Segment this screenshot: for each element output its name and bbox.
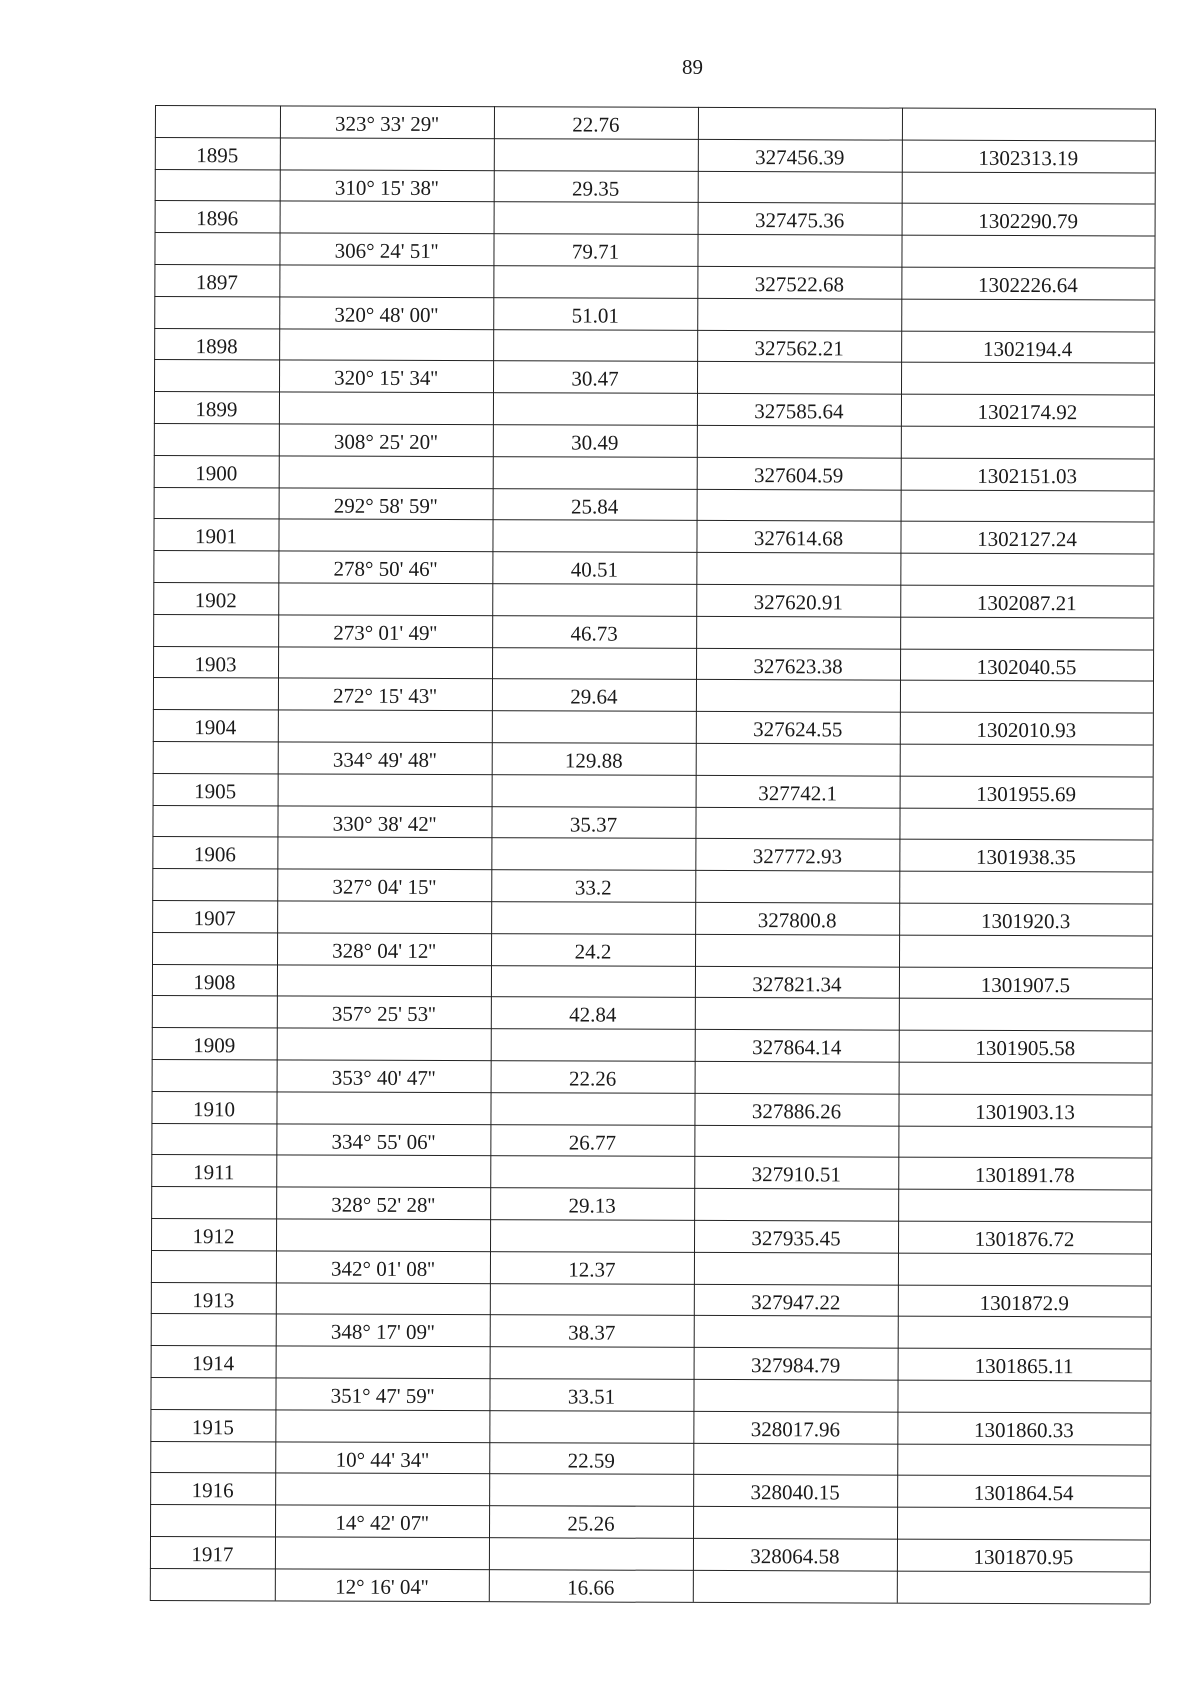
table-cell-bearing: 308° 25' 20''	[333, 429, 438, 454]
table-cell-northing: 327620.91	[753, 590, 843, 615]
table-cell-bearing: 320° 48' 00''	[334, 302, 439, 327]
table-cell-easting: 1302174.92	[977, 400, 1078, 425]
table-cell-point: 1906	[193, 842, 236, 867]
table-cell-northing: 327800.8	[757, 908, 837, 933]
table-cell-northing: 327864.14	[752, 1035, 842, 1060]
table-cell-point: 1902	[194, 588, 237, 613]
table-cell-northing: 327624.55	[753, 717, 843, 742]
table-cell-distance: 46.73	[570, 621, 618, 646]
table-cell-point: 1911	[193, 1160, 235, 1185]
table-cell-northing: 327984.79	[750, 1353, 841, 1378]
table-column-rule	[489, 106, 495, 1601]
table-cell-distance: 25.84	[570, 494, 619, 519]
table-cell-point: 1899	[195, 397, 238, 422]
table-cell-point: 1910	[192, 1096, 236, 1122]
table-cell-bearing: 12° 16' 04''	[335, 1574, 429, 1599]
table-cell-bearing: 327° 04' 15''	[332, 874, 437, 900]
table-cell-easting: 1302194.4	[982, 336, 1073, 361]
table-cell-point: 1904	[194, 715, 237, 740]
table-cell-northing: 328017.96	[750, 1416, 841, 1442]
table-cell-bearing: 334° 49' 48''	[332, 747, 437, 772]
table-cell-northing: 327456.39	[755, 144, 845, 170]
table-cell-easting: 1302087.21	[976, 590, 1077, 616]
table-cell-bearing: 348° 17' 09''	[330, 1320, 435, 1345]
table-cell-easting: 1301864.54	[973, 1481, 1074, 1506]
table-cell-distance: 129.88	[564, 748, 623, 773]
table-cell-point: 1907	[193, 906, 236, 931]
table-cell-bearing: 306° 24' 51''	[334, 238, 439, 264]
table-cell-northing: 327585.64	[754, 399, 844, 424]
table-cell-bearing: 310° 15' 38''	[334, 175, 439, 200]
table-cell-bearing: 14° 42' 07''	[335, 1510, 429, 1536]
table-cell-easting: 1302290.79	[978, 209, 1079, 234]
table-cell-bearing: 353° 40' 47''	[331, 1065, 436, 1090]
table-cell-bearing: 334° 55' 06''	[331, 1129, 436, 1154]
table-cell-easting: 1301938.35	[975, 845, 1076, 870]
table-cell-northing: 327604.59	[754, 462, 844, 488]
table-cell-point: 1895	[196, 142, 239, 168]
table-cell-distance: 33.2	[574, 875, 612, 900]
table-cell-bearing: 357° 25' 53''	[331, 1002, 436, 1027]
table-cell-bearing: 273° 01' 49''	[333, 620, 438, 645]
table-cell-point: 1901	[194, 524, 238, 549]
table-cell-distance: 12.37	[568, 1257, 616, 1282]
table-cell-distance: 33.51	[567, 1384, 616, 1409]
table-cell-bearing: 323° 33' 29''	[335, 111, 439, 136]
table-cell-distance: 16.66	[567, 1575, 615, 1600]
table-cell-easting: 1302151.03	[977, 463, 1078, 489]
table-cell-northing: 327910.51	[751, 1162, 841, 1187]
table-cell-bearing: 328° 52' 28''	[331, 1192, 436, 1218]
table-cell-easting: 1301907.5	[980, 972, 1071, 997]
coordinate-table	[150, 105, 1155, 1603]
table-cell-point: 1917	[191, 1542, 234, 1567]
table-cell-distance: 22.59	[567, 1448, 615, 1473]
table-cell-distance: 40.51	[570, 557, 619, 582]
table-cell-point: 1900	[195, 460, 238, 486]
table-cell-distance: 79.71	[571, 239, 620, 264]
table-cell-easting: 1301870.95	[973, 1544, 1074, 1570]
table-cell-point: 1913	[192, 1287, 235, 1312]
table-cell-bearing: 272° 15' 43''	[333, 684, 437, 709]
table-cell-point: 1916	[191, 1478, 234, 1503]
table-cell-bearing: 320° 15' 34''	[334, 366, 438, 391]
table-cell-easting: 1301905.58	[975, 1036, 1076, 1061]
table-cell-easting: 1301876.72	[974, 1226, 1075, 1252]
table-cell-northing: 327742.1	[758, 780, 838, 806]
table-cell-northing: 327475.36	[754, 208, 845, 233]
table-cell-point: 1909	[193, 1033, 236, 1058]
table-cell-northing: 327623.38	[753, 653, 843, 678]
table-cell-northing: 328040.15	[750, 1480, 840, 1505]
table-cell-northing: 327935.45	[751, 1226, 841, 1251]
table-cell-bearing: 330° 38' 42''	[332, 811, 437, 836]
table-cell-easting: 1302010.93	[976, 718, 1077, 743]
table-cell-distance: 22.26	[568, 1066, 617, 1091]
table-cell-northing: 328064.58	[750, 1544, 840, 1569]
table-cell-point: 1898	[195, 333, 238, 358]
table-cell-distance: 29.13	[568, 1193, 616, 1218]
table-cell-point: 1912	[192, 1224, 235, 1249]
table-cell-northing: 327562.21	[754, 335, 844, 360]
table-cell-northing: 327947.22	[751, 1289, 841, 1314]
table-cell-distance: 24.2	[574, 939, 612, 964]
table-cell-northing: 327614.68	[753, 526, 844, 551]
table-cell-northing: 327821.34	[752, 971, 842, 996]
table-cell-distance: 35.37	[569, 812, 618, 837]
table-cell-bearing: 328° 04' 12''	[332, 938, 436, 963]
table-cell-distance: 38.37	[568, 1320, 616, 1346]
table-cell-bearing: 10° 44' 34''	[335, 1447, 429, 1472]
table-cell-distance: 25.26	[567, 1511, 615, 1536]
table-cell-easting: 1301865.11	[974, 1354, 1074, 1379]
table-cell-northing: 327772.93	[752, 844, 843, 869]
table-cell-easting: 1301872.9	[979, 1290, 1069, 1315]
table-cell-point: 1908	[193, 969, 236, 994]
table-cell-point: 1914	[192, 1351, 235, 1376]
table-cell-distance: 22.76	[572, 112, 620, 137]
table-cell-easting: 1301860.33	[973, 1417, 1074, 1443]
table-cell-easting: 1301903.13	[975, 1099, 1075, 1125]
table-cell-distance: 30.47	[571, 366, 619, 392]
table-cell-bearing: 342° 01' 08''	[331, 1256, 435, 1281]
table-cell-point: 1915	[191, 1414, 234, 1440]
table-cell-bearing: 351° 47' 59''	[330, 1383, 435, 1408]
table-cell-easting: 1302226.64	[977, 272, 1078, 298]
table-cell-easting: 1301920.3	[980, 908, 1071, 934]
table-cell-easting: 1301955.69	[976, 781, 1077, 807]
table-cell-bearing: 292° 58' 59''	[333, 493, 438, 518]
table-cell-distance: 29.64	[570, 684, 618, 710]
table-cell-easting: 1301891.78	[974, 1163, 1075, 1188]
table-cell-easting: 1302127.24	[977, 527, 1077, 552]
table-cell-distance: 30.49	[571, 430, 619, 455]
table-cell-easting: 1302040.55	[976, 654, 1077, 679]
table-cell-distance: 29.35	[572, 176, 620, 201]
table-cell-distance: 51.01	[571, 303, 619, 328]
table-cell-point: 1903	[194, 651, 237, 676]
table-cell-distance: 26.77	[568, 1130, 617, 1155]
table-cell-point: 1905	[194, 778, 237, 804]
page-number: 89	[682, 55, 703, 79]
table-cell-bearing: 278° 50' 46''	[333, 556, 438, 582]
table-cell-northing: 327522.68	[754, 272, 845, 297]
table-cell-distance: 42.84	[569, 1002, 617, 1028]
table-cell-point: 1896	[196, 206, 239, 231]
table-cell-northing: 327886.26	[751, 1098, 842, 1124]
table-cell-easting: 1302313.19	[978, 145, 1079, 171]
table-cell-point: 1897	[195, 270, 238, 295]
